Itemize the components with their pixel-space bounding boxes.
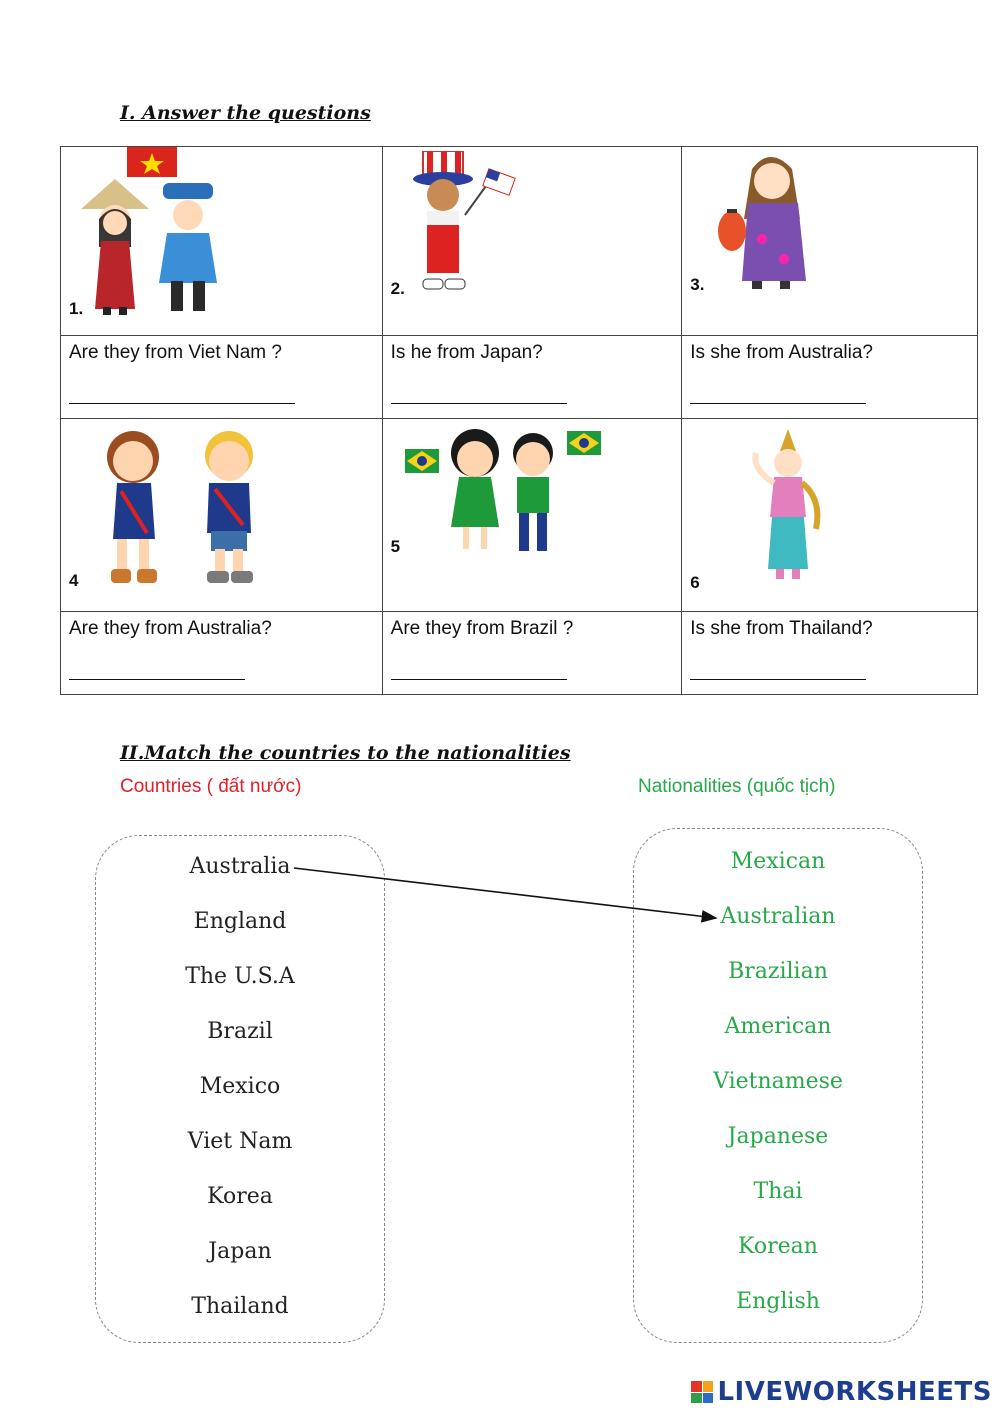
nationalities-item[interactable]: Brazilian bbox=[728, 959, 828, 984]
question-number: 1. bbox=[69, 299, 84, 318]
nationalities-label: Nationalities (quốc tịch) bbox=[638, 776, 836, 797]
nationalities-item[interactable]: Thai bbox=[753, 1179, 803, 1204]
nationalities-item[interactable]: English bbox=[736, 1289, 820, 1314]
countries-item[interactable]: Viet Nam bbox=[187, 1129, 293, 1154]
nationalities-item[interactable]: Australian bbox=[720, 904, 836, 929]
countries-item[interactable]: Australia bbox=[189, 854, 291, 879]
nationalities-item[interactable]: Vietnamese bbox=[713, 1069, 843, 1094]
countries-item[interactable]: Brazil bbox=[207, 1019, 273, 1044]
example-match-arrow[interactable] bbox=[294, 868, 716, 918]
question-text: Are they from Brazil ? bbox=[390, 618, 574, 639]
question-text: Are they from Viet Nam ? bbox=[69, 342, 282, 363]
question-text: Is she from Australia? bbox=[690, 342, 873, 363]
logo-text: LIVEWORKSHEETS bbox=[717, 1377, 992, 1407]
liveworksheets-logo bbox=[691, 1377, 992, 1407]
question-number: 6 bbox=[690, 573, 700, 592]
countries-label: Countries ( đất nước) bbox=[120, 776, 302, 797]
section-1-heading: I. Answer the questions bbox=[120, 102, 371, 124]
countries-item[interactable]: Korea bbox=[207, 1184, 273, 1209]
nationalities-item[interactable]: Korean bbox=[738, 1234, 818, 1259]
nationalities-item[interactable]: American bbox=[724, 1014, 832, 1039]
countries-item[interactable]: Mexico bbox=[199, 1074, 281, 1099]
nationalities-item[interactable]: Japanese bbox=[727, 1124, 829, 1149]
question-number: 5 bbox=[390, 537, 401, 556]
question-number: 2. bbox=[390, 279, 405, 298]
question-number: 4 bbox=[69, 571, 79, 590]
section-2-heading: II.Match the countries to the nationalities bbox=[120, 742, 571, 764]
countries-item[interactable]: Japan bbox=[208, 1239, 272, 1264]
question-text: Is he from Japan? bbox=[390, 342, 543, 363]
question-text: Are they from Australia? bbox=[69, 618, 272, 639]
logo-icon bbox=[691, 1381, 713, 1403]
countries-item[interactable]: Thailand bbox=[191, 1294, 289, 1319]
question-number: 3. bbox=[690, 275, 705, 294]
question-text: Is she from Thailand? bbox=[690, 618, 873, 639]
countries-item[interactable]: England bbox=[193, 909, 287, 934]
nationalities-item[interactable]: Mexican bbox=[730, 849, 826, 874]
countries-item[interactable]: The U.S.A bbox=[185, 964, 295, 989]
